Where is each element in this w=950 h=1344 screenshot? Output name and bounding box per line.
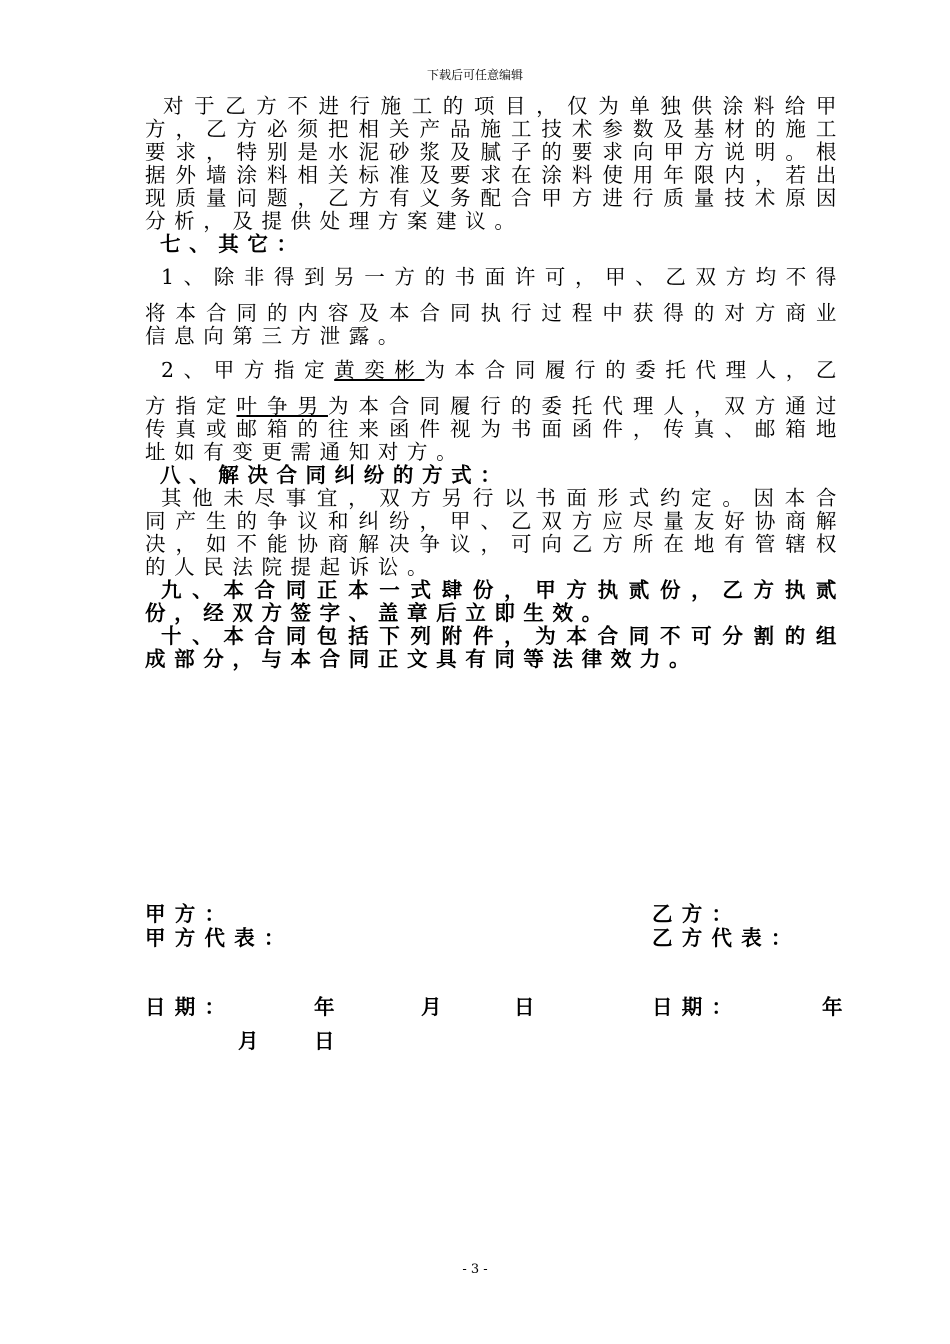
party-b-day: 日: [314, 1029, 344, 1053]
text-line: 方，乙方必须把相关产品施工技术参数及基材的施工: [145, 117, 845, 141]
text-line: 分析，及提供处理方案建议。: [145, 209, 524, 233]
text-line: 据外墙涂料相关标准及要求在涂料使用年限内，若出: [145, 163, 845, 187]
text-line: 九、本合同正本一式肆份，甲方执贰份，乙方执贰: [161, 578, 845, 602]
text-line: 十、本合同包括下列附件，为本合同不可分割的组: [161, 624, 845, 648]
clause-7-1: [145, 266, 845, 348]
page-header: 下载后可任意编辑: [426, 68, 523, 82]
text-line: 方指定叶争男为本合同履行的委托代理人，双方通过: [145, 394, 845, 418]
section-8-text: [145, 487, 845, 579]
text-line: 1、除非得到另一方的书面许可，甲、乙双方均不得: [161, 265, 845, 289]
party-b-date-label: 日期：: [652, 995, 742, 1019]
agent-name-party-b: 叶争男: [236, 394, 328, 418]
party-a-month: 月: [421, 995, 451, 1019]
party-a-year: 年: [314, 995, 344, 1019]
text-line: 传真或邮箱的往来函件视为书面函件，传真、邮箱地: [145, 417, 845, 441]
agent-name-party-a: 黄奕彬: [334, 358, 425, 382]
text-line: 要求，特别是水泥砂浆及腻子的要求向甲方说明。根: [145, 140, 845, 164]
text-line: 成部分，与本合同正文具有同等法律效力。: [145, 647, 699, 671]
party-b-rep-label: 乙方代表：: [652, 926, 801, 950]
section-10: [145, 625, 845, 671]
text-line: 其他未尽事宜，双方另行以书面形式约定。因本合: [161, 486, 845, 510]
party-b-month: 月: [238, 1029, 268, 1053]
party-a-rep-label: 甲方代表：: [145, 926, 294, 950]
text-line: 对于乙方不进行施工的项目，仅为单独供涂料给甲: [163, 94, 845, 118]
text-line: 同产生的争议和纠纷，甲、乙双方应尽量友好协商解: [145, 509, 845, 533]
section-9: [145, 579, 845, 625]
clause-7-2: [145, 359, 845, 464]
party-b-label: 乙方：: [652, 902, 742, 926]
text-line: 决，如不能协商解决争议，可向乙方所在地有管辖权: [145, 532, 845, 556]
text-line: 现质量问题，乙方有义务配合甲方进行质量技术原因: [145, 186, 845, 210]
text-line: 将本合同的内容及本合同执行过程中获得的对方商业: [145, 301, 845, 325]
paragraph-supply-only: [145, 95, 845, 233]
text-line: 址如有变更需通知对方。: [145, 440, 466, 464]
party-b-year: 年: [822, 995, 852, 1019]
party-a-day: 日: [514, 995, 544, 1019]
text-line: 份，经双方签字、盖章后立即生效。: [145, 601, 611, 625]
text-line: 的人民法院提起诉讼。: [145, 555, 437, 579]
page-number: - 3 -: [462, 1262, 488, 1277]
text-line: 信息向第三方泄露。: [145, 324, 407, 348]
section-title-8: 八、解决合同纠纷的方式：: [160, 463, 510, 487]
text-line: 2、甲方指定黄奕彬为本合同履行的委托代理人，乙: [161, 358, 845, 382]
party-a-label: 甲方：: [145, 902, 235, 926]
section-title-7: 七、其它：: [160, 232, 306, 256]
party-a-date-label: 日期：: [145, 995, 235, 1019]
